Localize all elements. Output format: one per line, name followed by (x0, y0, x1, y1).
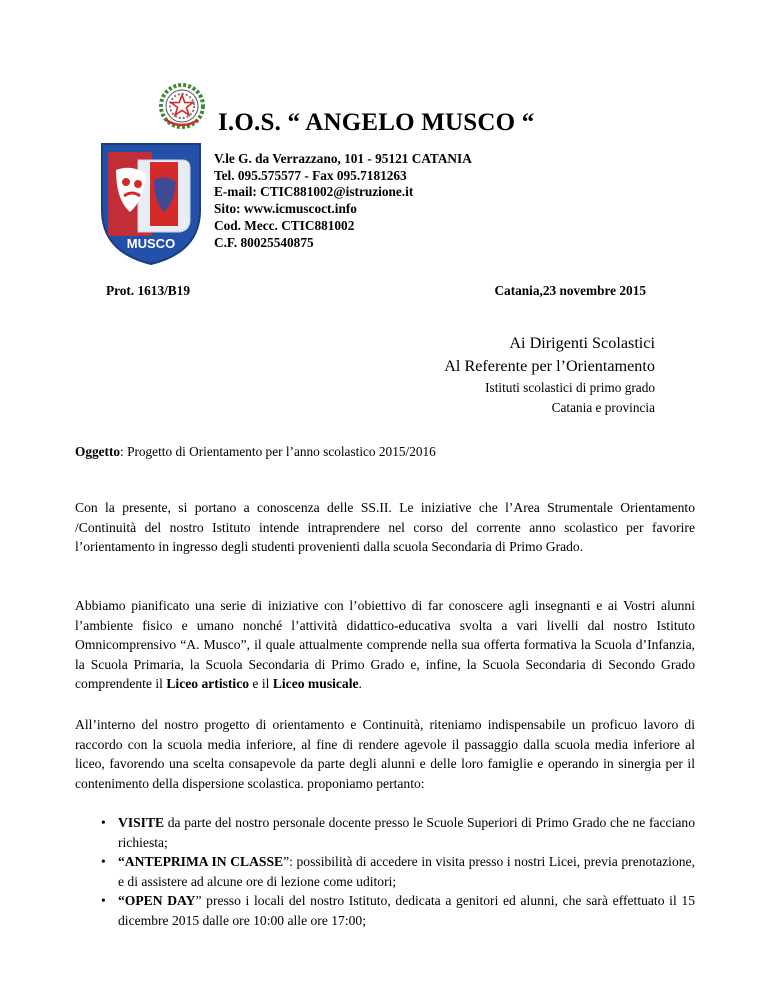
protocol-number: Prot. 1613/B19 (106, 283, 190, 298)
website: Sito: www.icmuscoct.info (214, 201, 357, 217)
recipients-block (444, 332, 655, 417)
school-shield-logo-icon (98, 140, 204, 268)
bullet-marker: • (101, 854, 106, 869)
paragraph-3: All’interno del nostro progetto di orientamento e Continuità, riteniamo indispensabile un proficuo lavoro di raccordo con la scuola media inferiore, al fine di rendere agevole il passaggio dalla scuola media inferiore al liceo, favorendo una scelta consapevole da parte degli alunni e delle loro famiglie e operando in sinergia per il contenimento della dispersione scolastica. proponiamo pertanto: (75, 717, 695, 791)
recipient-line-3: Istituti scolastici di primo grado (485, 380, 655, 395)
list-item (75, 891, 695, 930)
mecc-code: Cod. Mecc. CTIC881002 (214, 217, 355, 233)
recipient-line-4: Catania e provincia (551, 399, 655, 415)
address: V.le G. da Verrazzano, 101 - 95121 CATANIA (214, 151, 472, 166)
liceo-artistico: Liceo artistico (166, 676, 250, 691)
list-item (75, 852, 695, 891)
paragraph-1: Con la presente, si portano a conoscenza delle SS.II. Le iniziative che l’Area Strumentale Orientamento /Continuità del nostro Istituto intende intraprendere nel corso del corrente anno scolastico per favorire l’orientamento in ingresso degli studenti provenienti dalla scuola Secondaria di Primo Grado. (75, 500, 695, 554)
phone-fax: Tel. 095.575577 - Fax 095.7181263 (214, 167, 407, 183)
recipient-line-1: Ai Dirigenti Scolastici (509, 334, 655, 352)
logo-text: MUSCO (126, 236, 176, 251)
email: E-mail: CTIC881002@istruzione.it (214, 184, 414, 200)
institution-name: I.O.S. “ ANGELO MUSCO “ (218, 109, 535, 136)
list-item-text: da parte del nostro personale docente presso le Scuole Superiori di Primo Grado che ne facciano richiesta; (118, 815, 695, 850)
initiatives-list (75, 813, 695, 930)
paragraph-2-end: . (358, 676, 362, 691)
bullet-marker: • (101, 893, 106, 908)
list-item-bold: “ANTEPRIMA IN CLASSE (118, 854, 284, 869)
subject-label: Oggetto (75, 444, 121, 459)
list-item-text: ” presso i locali del nostro Istituto, dedicata a genitori ed alunni, che sarà effettuato il 15 dicembre 2015 dalle ore 10:00 alle ore 17:00; (118, 893, 695, 928)
paragraph-2 (75, 596, 695, 694)
list-item-bold: “OPEN DAY (118, 893, 196, 908)
place-date: Catania,23 novembre 2015 (494, 283, 646, 298)
fiscal-code: C.F. 80025540875 (214, 234, 314, 250)
subject-text: : Progetto di Orientamento per l’anno scolastico 2015/2016 (120, 444, 436, 459)
paragraph-2-mid: e il (249, 676, 273, 691)
list-item-text: ”: possibilità di accedere in visita presso i nostri Licei, previa prenotazione, e di assistere ad alcune ore di lezione come uditori; (118, 854, 695, 889)
recipient-line-2: Al Referente per l’Orientamento (444, 357, 655, 375)
paragraph-2-text: Abbiamo pianificato una serie di iniziative con l’obiettivo di far conoscere agli insegnanti e ai Vostri alunni l’ambiente fisico e umano nonché l’attività didattico-educativa svolta a vari livelli dal nostro Istituto Omnicomprensivo “A. Musco”, il quale attualmente comprende nella sua offerta formativa la Scuola d’Infanzia, la Scuola Primaria, la Scuola Secondaria di Primo Grado e, infine, la Scuola Secondaria di Secondo Grado comprendente il (75, 598, 695, 691)
italian-republic-emblem-icon (158, 82, 206, 130)
liceo-musicale: Liceo musicale (272, 676, 359, 691)
list-item-bold: VISITE (118, 815, 165, 830)
institution-contacts (214, 151, 472, 251)
subject-line (75, 444, 436, 460)
list-item (75, 813, 695, 852)
bullet-marker: • (101, 815, 106, 830)
